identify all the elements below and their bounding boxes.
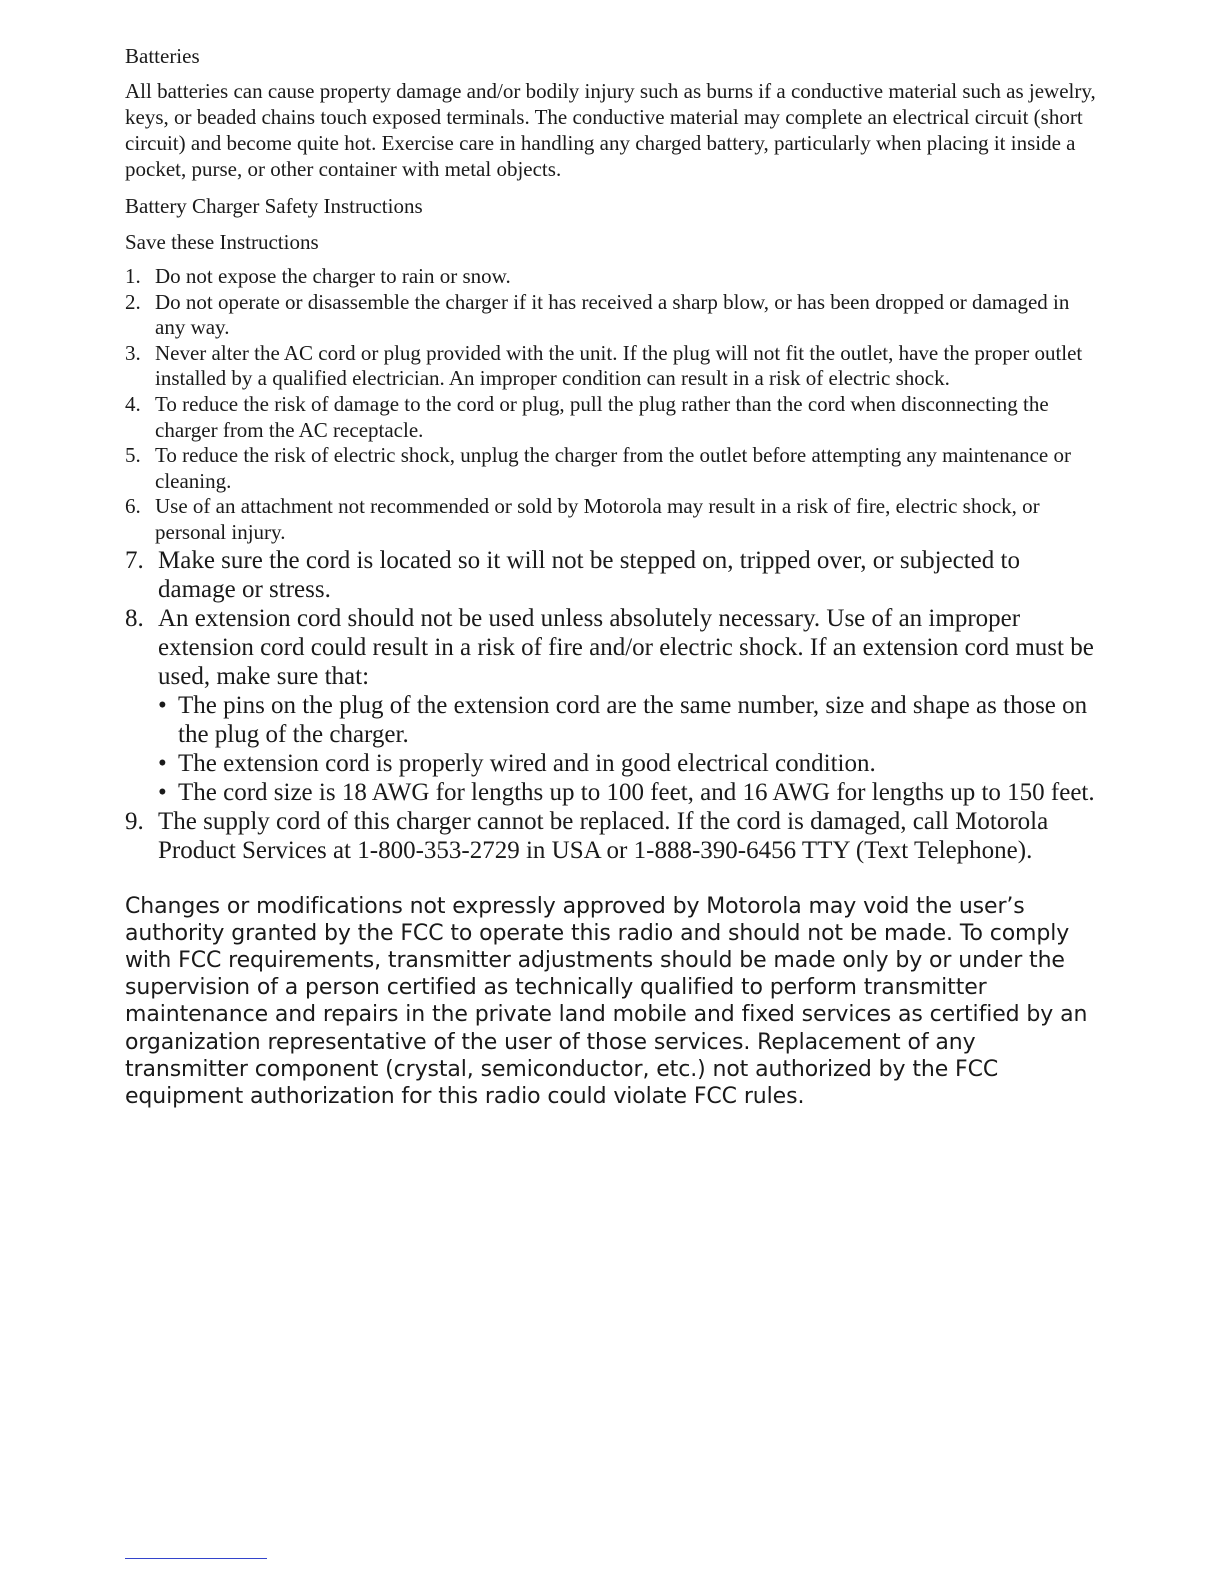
list-item — [125, 494, 1100, 545]
list-item-number: 5. — [125, 443, 141, 468]
bullet-item — [158, 691, 1100, 749]
charger-instructions-list — [125, 264, 1100, 546]
list-item-text: The supply cord of this charger cannot be replaced. If the cord is damaged, call Motorola Product Services at 1-800-353-2729 in USA or 1-888-390-6456 TTY (Text Telephone). — [158, 807, 1049, 864]
bullet-icon: • — [158, 691, 167, 719]
batteries-paragraph: All batteries can cause property damage and/or bodily injury such as burns if a conductive material such as jewelry, keys, or beaded chains touch exposed terminals. The conductive material may complete an electrical circuit (short circuit) and become quite hot. Exercise care in handling any charged battery, particularly when placing it inside a pocket, purse, or other container with metal objects. — [125, 79, 1096, 181]
bullet-text: The extension cord is properly wired and in good electrical condition. — [178, 749, 876, 777]
bullet-text: The cord size is 18 AWG for lengths up to 100 feet, and 16 AWG for lengths up to 150 feet. — [178, 778, 1095, 806]
list-item-text: Do not operate or disassemble the charger if it has received a sharp blow, or has been dropped or damaged in any way. — [155, 289, 1070, 340]
bullet-icon: • — [158, 778, 167, 806]
bullet-text: The pins on the plug of the extension cord are the same number, size and shape as those on the plug of the charger. — [178, 691, 1088, 748]
bullet-item — [158, 749, 1100, 778]
document-page — [125, 42, 1100, 1132]
list-item — [125, 264, 1100, 290]
list-item-text: To reduce the risk of damage to the cord or plug, pull the plug rather than the cord when disconnecting the charger from the AC receptacle. — [155, 391, 1049, 442]
list-item-text: Use of an attachment not recommended or sold by Motorola may result in a risk of fire, electric shock, or personal injury. — [155, 494, 1040, 544]
fcc-notice: Changes or modifications not expressly approved by Motorola may void the user’s authority granted by the FCC to operate this radio and should not be made. To comply with FCC requirements, transmitter adjustments should be made only by or under the supervision of a person certified as technically qualified to perform transmitter maintenance and repairs in the private land mobile and fixed services as certified by an organization representative of the user of those services. Replacement of any transmitter component (crystal, semiconductor, etc.) not authorized by the FCC equipment authorization for this radio could violate FCC rules. — [125, 893, 1088, 1109]
list-item-number: 1. — [125, 264, 141, 288]
list-item — [125, 546, 1100, 604]
list-item — [125, 443, 1100, 494]
list-item — [125, 341, 1100, 392]
list-item-number: 6. — [125, 494, 141, 519]
extension-cord-requirements — [158, 691, 1100, 807]
bullet-item — [158, 778, 1100, 807]
bullet-icon: • — [158, 749, 167, 777]
list-item-text: An extension cord should not be used unless absolutely necessary. Use of an improper extension cord could result in a risk of fire and/or electric shock. If an extension cord must be used, make sure that: — [158, 604, 1094, 690]
list-item — [125, 392, 1100, 443]
list-item — [125, 807, 1100, 865]
list-item-number: 8. — [125, 604, 144, 632]
list-item — [125, 290, 1100, 341]
charger-safety-heading: Battery Charger Safety Instructions — [125, 194, 423, 218]
list-item-text: Never alter the AC cord or plug provided with the unit. If the plug will not fit the outlet, have the proper outlet installed by a qualified electrician. An improper condition can result in a risk of electric shock. — [155, 340, 1083, 391]
list-item-text: Make sure the cord is located so it will not be stepped on, tripped over, or subjected to damage or stress. — [158, 546, 1020, 603]
save-instructions-subheading: Save these Instructions — [125, 230, 319, 254]
list-item-text: Do not expose the charger to rain or snow. — [155, 264, 511, 288]
list-item-text: To reduce the risk of electric shock, unplug the charger from the outlet before attempting any maintenance or cleaning. — [155, 443, 1071, 493]
list-item-number: 2. — [125, 289, 141, 314]
list-item — [125, 604, 1100, 807]
footnote-divider — [125, 1558, 267, 1559]
list-item-number: 3. — [125, 340, 141, 365]
list-item-number: 4. — [125, 391, 141, 416]
batteries-heading: Batteries — [125, 44, 200, 68]
charger-instructions-list-continued — [125, 546, 1100, 865]
list-item-number: 9. — [125, 807, 144, 835]
list-item-number: 7. — [125, 546, 144, 574]
